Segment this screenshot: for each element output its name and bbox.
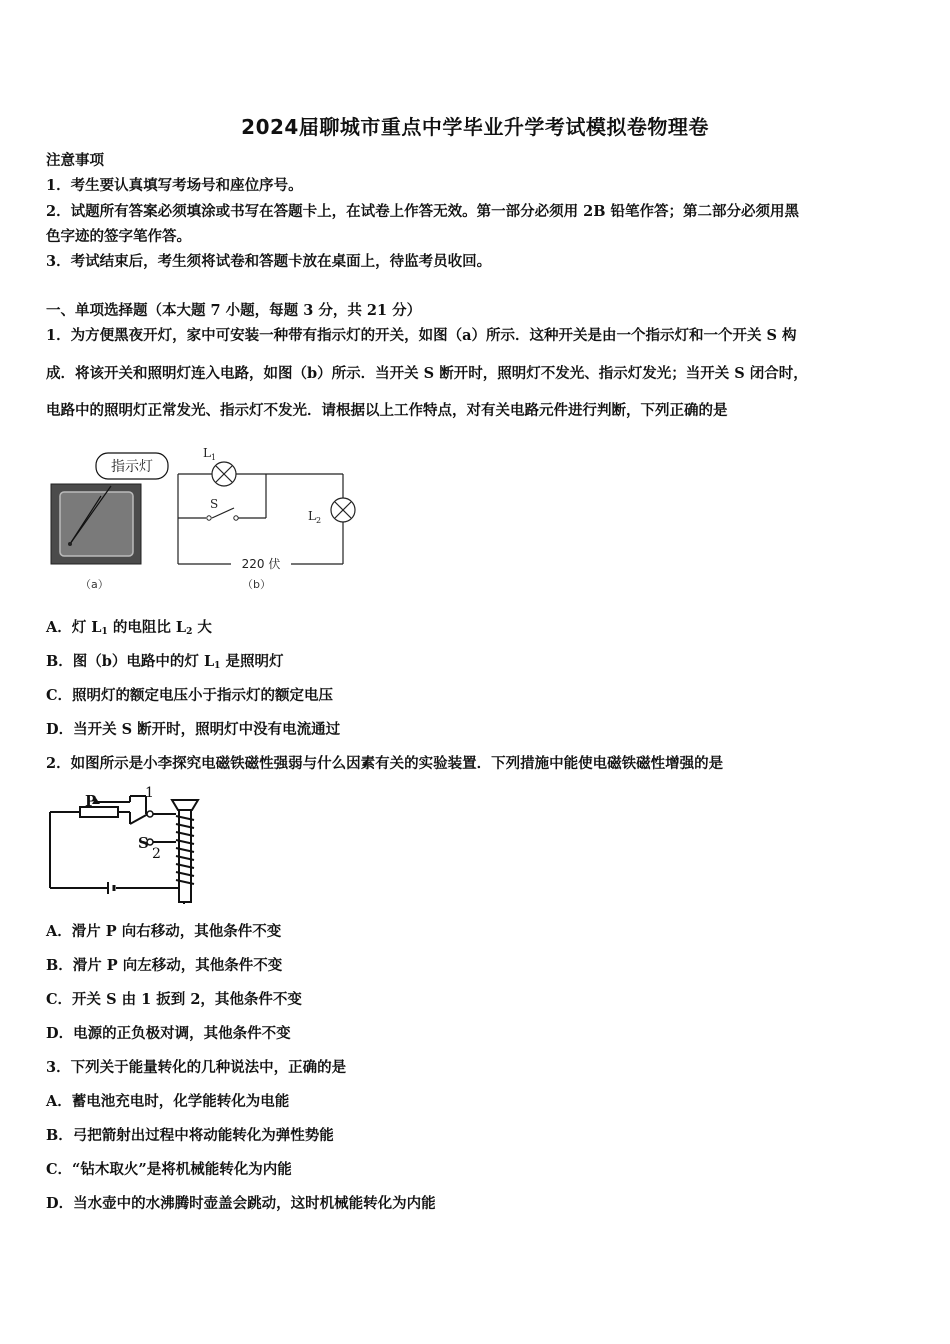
indicator-dot (68, 542, 72, 546)
q3-option-c: C．“钻木取火”是将机械能转化为内能 (46, 1161, 292, 1178)
question-1-stem-line: 电路中的照明灯正常发光、指示灯不发光．请根据以上工作特点，对有关电路元件进行判断，下列正确的是 (46, 402, 728, 419)
caption-b: （b） (242, 578, 271, 591)
question-1-stem-line: 成．将该开关和照明灯连入电路，如图（b）所示．当开关 S 断开时，照明灯不发光、指示灯发光；当开关 S 闭合时， (46, 365, 808, 382)
q1-option-a: A．灯 $L_1$ 的电阻比 $L_2$ 大 (46, 619, 212, 637)
notice-heading: 注意事项 (46, 152, 104, 169)
section-heading: 一、单项选择题（本大题 7 小题，每题 3 分，共 21 分） (46, 302, 422, 319)
q3-option-d: D．当水壶中的水沸腾时壶盖会跳动，这时机械能转化为内能 (46, 1195, 436, 1212)
label-s: S (210, 497, 219, 511)
notice-item: 2．试题所有答案必须填涂或书写在答题卡上，在试卷上作答无效。第一部分必须用 2B 铅笔作答；第二部分必须用黑 (46, 203, 800, 220)
q1-option-c: C．照明灯的额定电压小于指示灯的额定电压 (46, 687, 334, 704)
q1-option-b: B．图（b）电路中的灯 $L_1$ 是照明灯 (46, 653, 284, 671)
label-s: S (138, 834, 149, 852)
label-l1: $L_1$ (203, 446, 217, 462)
q1-figure-a (46, 446, 176, 591)
q3-option-a: A．蓄电池充电时，化学能转化为电能 (46, 1093, 290, 1110)
nail-head (172, 800, 198, 810)
contact-1 (147, 811, 153, 817)
label-1: 1 (145, 785, 154, 801)
page-title: 2024届聊城市重点中学毕业升学考试模拟卷物理卷 (241, 115, 709, 139)
notice-item: 色字迹的签字笔作答。 (46, 228, 191, 245)
q3-option-b: B．弓把箭射出过程中将动能转化为弹性势能 (46, 1127, 334, 1144)
switch-contact (207, 516, 211, 520)
indicator-label: 指示灯 (111, 459, 153, 475)
nail-core (179, 810, 191, 902)
caption-a: （a） (80, 578, 109, 591)
q2-option-c: C．开关 S 由 1 扳到 2，其他条件不变 (46, 991, 302, 1008)
q2-option-a: A．滑片 P 向右移动，其他条件不变 (46, 923, 282, 940)
notice-item: 1．考生要认真填写考场号和座位序号。 (46, 177, 303, 194)
switch-contact (234, 516, 238, 520)
notice-item: 3．考试结束后，考生须将试卷和答题卡放在桌面上，待监考员收回。 (46, 253, 492, 270)
q1-option-d: D．当开关 S 断开时，照明灯中没有电流通过 (46, 721, 341, 738)
voltage-label: 220 伏 (241, 557, 281, 571)
question-1-stem-line: 1．为方便黑夜开灯，家中可安装一种带有指示灯的开关，如图（a）所示．这种开关是由一个指示灯和一个开关 S 构 (46, 327, 797, 344)
question-2-stem: 2．如图所示是小李探究电磁铁磁性强弱与什么因素有关的实验装置．下列措施中能使电磁铁磁性增强的是 (46, 755, 724, 772)
q2-option-b: B．滑片 P 向左移动，其他条件不变 (46, 957, 283, 974)
q2-option-d: D．电源的正负极对调，其他条件不变 (46, 1025, 291, 1042)
label-2: 2 (152, 846, 161, 862)
q1-figure-b (176, 442, 366, 592)
question-3-stem: 3．下列关于能量转化的几种说法中，正确的是 (46, 1059, 347, 1076)
q2-figure (46, 784, 206, 912)
label-p: P (85, 792, 97, 810)
label-l2: $L_2$ (308, 509, 322, 525)
switch-button (60, 492, 133, 556)
